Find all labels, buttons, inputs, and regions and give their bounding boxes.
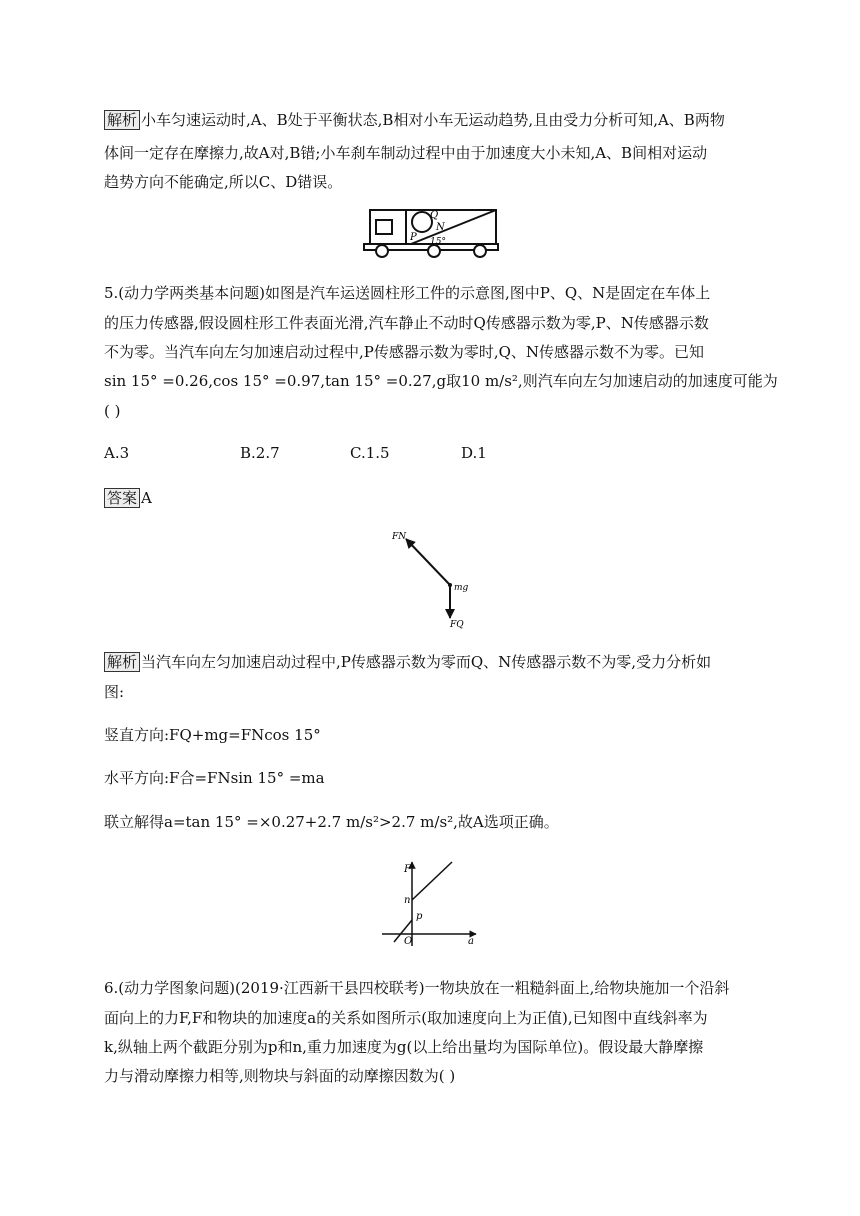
- q6-line-3: k,纵轴上两个截距分别为p和n,重力加速度为g(以上给出量均为国际单位)。假设最大静摩擦: [104, 1038, 704, 1056]
- answer-value: A: [141, 489, 152, 507]
- option-d: D.1: [461, 444, 487, 462]
- option-b: B.2.7: [240, 444, 280, 462]
- label-n-intercept: n: [404, 895, 411, 906]
- option-a: A.3: [104, 444, 130, 462]
- label-fn: FN: [392, 532, 407, 542]
- label-angle: 15°: [430, 237, 446, 247]
- q6-line-4: 力与滑动摩擦力相等,则物块与斜面的动摩擦因数为( ): [104, 1067, 456, 1085]
- q5-line-1: 5.(动力学两类基本问题)如图是汽车运送圆柱形工件的示意图,图中P、Q、N是固定在车体上: [104, 284, 711, 302]
- label-n: N: [436, 222, 445, 233]
- analysis-5-line-1: 解析 当汽车向左匀加速启动过程中,P传感器示数为零而Q、N传感器示数不为零,受力分析如: [104, 652, 711, 672]
- q6-line-2: 面向上的力F,F和物块的加速度a的关系如图所示(取加速度向上为正值),已知图中直线斜率为: [104, 1009, 708, 1027]
- q5-line-3: 不为零。当汽车向左匀加速启动过程中,P传感器示数为零时,Q、N传感器示数不为零。已知: [104, 343, 705, 361]
- analysis-5-line-2: 图:: [104, 683, 125, 701]
- label-fq: FQ: [450, 620, 464, 630]
- analysis-1-line-3: 趋势方向不能确定,所以C、D错误。: [104, 173, 343, 191]
- force-diagram: [392, 530, 482, 630]
- analysis-1-line-1: 解析 小车匀速运动时,A、B处于平衡状态,B相对小车无运动趋势,且由受力分析可知,A、B两物: [104, 110, 725, 130]
- label-origin: O: [404, 936, 413, 947]
- q5-line-5: ( ): [104, 402, 121, 420]
- answer-5: [104, 488, 152, 508]
- analysis-5-solve: 联立解得a=tan 15° =×0.27+2.7 m/s²>2.7 m/s²,故A选项正确。: [104, 813, 559, 831]
- label-p: P: [410, 232, 417, 243]
- q5-line-2: 的压力传感器,假设圆柱形工件表面光滑,汽车静止不动时Q传感器示数为零,P、N传感器示数: [104, 314, 709, 332]
- analysis-5-horizontal: 水平方向:F合=FNsin 15° =ma: [104, 769, 325, 787]
- analysis-tag: 解析: [104, 652, 140, 672]
- q6-line-1: 6.(动力学图象问题)(2019·江西新干县四校联考)一物块放在一粗糙斜面上,给物块施加一个沿斜: [104, 979, 730, 997]
- analysis-5-vertical: 竖直方向:FQ+mg=FNcos 15°: [104, 726, 321, 744]
- q5-line-4: sin 15° =0.26,cos 15° =0.97,tan 15° =0.27,g取10 m/s²,则汽车向左匀加速启动的加速度可能为: [104, 372, 778, 390]
- label-mg: mg: [454, 583, 469, 593]
- label-f: F: [404, 864, 411, 875]
- label-a: a: [468, 936, 474, 947]
- label-q: Q: [430, 210, 439, 221]
- label-p-intercept: p: [416, 911, 423, 922]
- f-a-graph: [380, 858, 480, 948]
- analysis-tag: 解析: [104, 110, 140, 130]
- q5-options: [104, 444, 624, 464]
- answer-tag: 答案: [104, 488, 140, 508]
- option-c: C.1.5: [350, 444, 390, 462]
- truck-figure: [362, 204, 502, 258]
- analysis-1-line-2: 体间一定存在摩擦力,故A对,B错;小车刹车制动过程中由于加速度大小未知,A、B间相对运动: [104, 144, 708, 162]
